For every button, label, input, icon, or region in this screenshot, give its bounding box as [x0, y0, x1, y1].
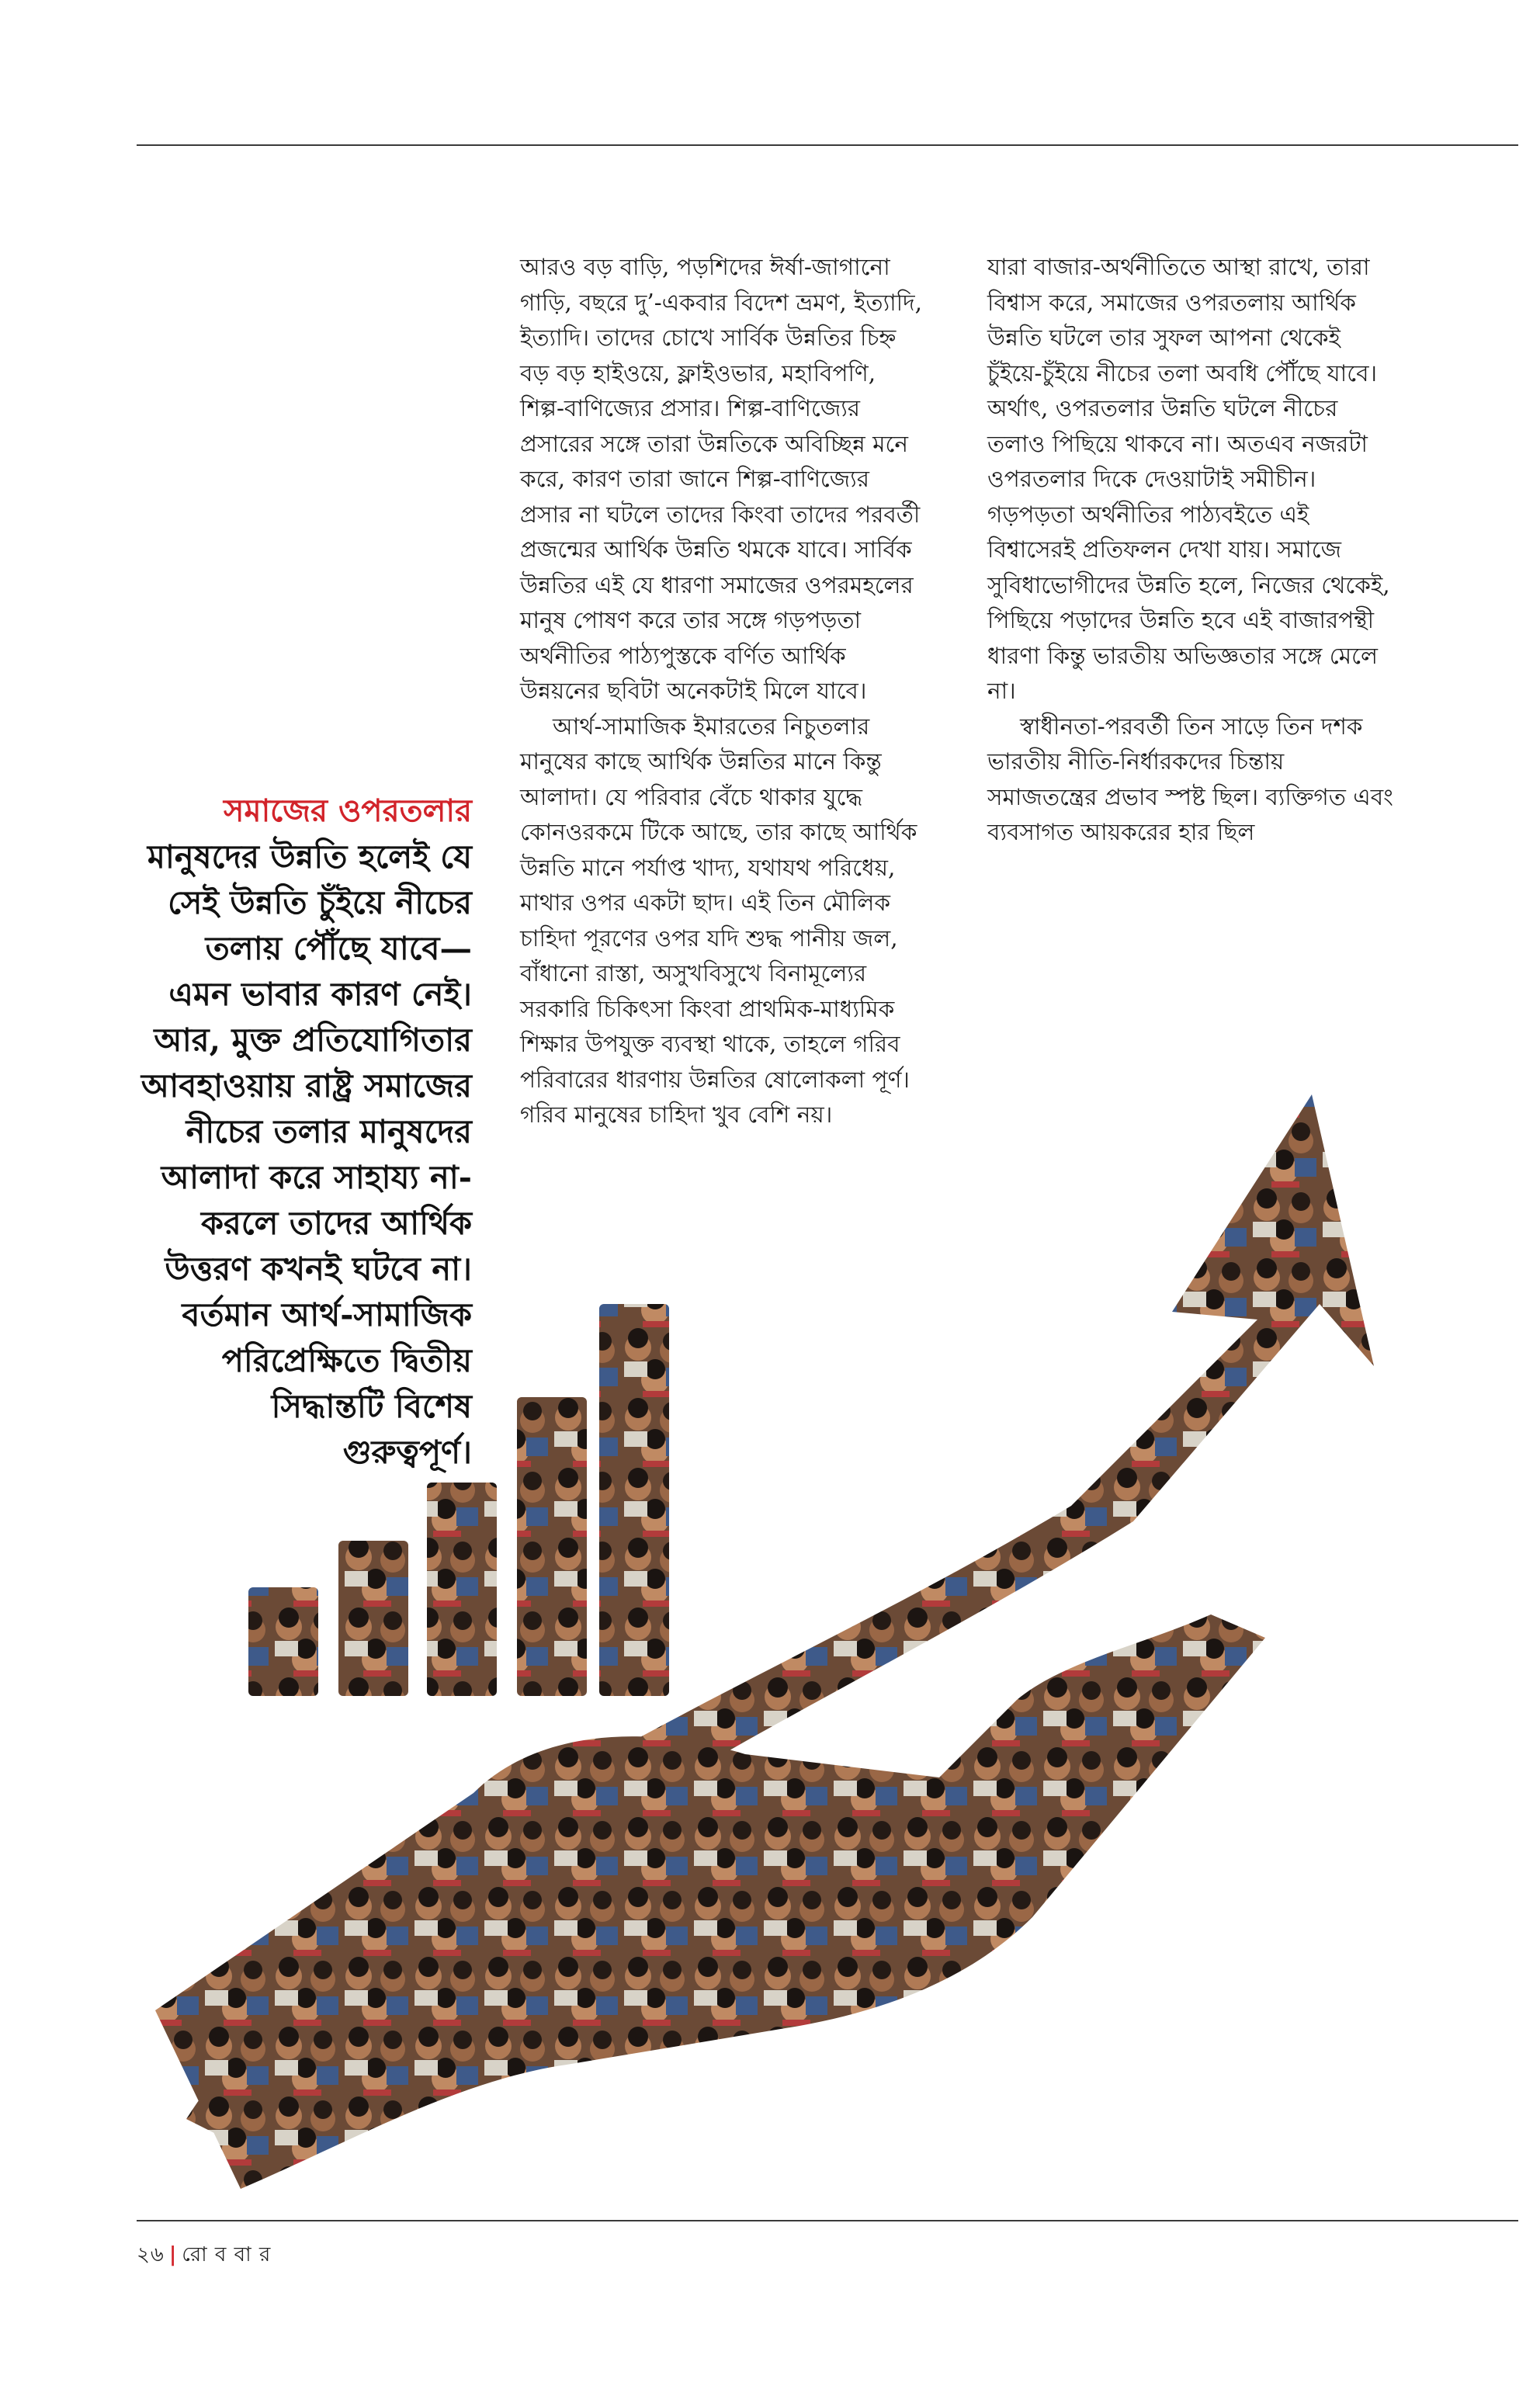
- bottom-rule: [137, 2220, 1518, 2221]
- footer-separator: |: [168, 2243, 178, 2266]
- paragraph: স্বাধীনতা-পরবর্তী তিন সাড়ে তিন দশক ভারতীয় নীতি-নির্ধারকদের চিন্তায় সমাজতন্ত্রের প্রভাব স্পষ্ট ছিল। ব্যক্তিগত এবং ব্যবসাগত আয়করের হার ছিল: [987, 713, 1393, 845]
- paragraph: আর্থ-সামাজিক ইমারতের নিচুতলার মানুষের কাছে আর্থিক উন্নতির মানে কিন্তু আলাদা। যে পরিবার বেঁচে থাকার যুদ্ধে কোনওরকমে টিকে আছে, তার কাছে আর্থিক উন্নতি মানে পর্যাপ্ত খাদ্য, যথাযথ পরিধেয়, মাথার ওপর একটা ছাদ। এই তিন মৌলিক চাহিদা পূরণের ওপর যদি শুদ্ধ পানীয় জল, বাঁধানো রাস্তা, অসুখবিসুখে বিনামূল্যের সরকারি চিকিৎসা কিংবা প্রাথমিক-মাধ্যমিক শিক্ষার উপযুক্ত ব্যবস্থা থাকে, তাহলে গরিব পরিবারের ধারণায় উন্নতির ষোলোকলা পূর্ণ। গরিব মানুষের চাহিদা খুব বেশি নয়।: [520, 713, 917, 1128]
- paragraph: যারা বাজার-অর্থনীতিতে আস্থা রাখে, তারা বিশ্বাস করে, সমাজের ওপরতলায় আর্থিক উন্নতি ঘটলে তার সুফল আপনা থেকেই চুঁইয়ে-চুঁইয়ে নীচের তলা অবধি পৌঁছে যাবে। অর্থাৎ, ওপরতলার উন্নতি ঘটলে নীচের তলাও পিছিয়ে থাকবে না। অতএব নজরটা ওপরতলার দিকে দেওয়াটাই সমীচীন। গড়পড়তা অর্থনীতির পাঠ্যবইতে এই বিশ্বাসেরই প্রতিফলন দেখা যায়। সমাজে সুবিধাভোগীদের উন্নতি হলে, নিজের থেকেই, পিছিয়ে পড়াদের উন্নতি হবে এই বাজারপন্থী ধারণা কিন্তু ভারতীয় অভিজ্ঞতার সঙ্গে মেলে না।: [987, 254, 1390, 704]
- paragraph: আরও বড় বাড়ি, পড়শিদের ঈর্ষা-জাগানো গাড়ি, বছরে দু’-একবার বিদেশ ভ্রমণ, ইত্যাদি, ইত্যাদি। তাদের চোখে সার্বিক উন্নতির চিহ্ন বড় বড় হাইওয়ে, ফ্লাইওভার, মহাবিপণি, শিল্প-বাণিজ্যের প্রসার। শিল্প-বাণিজ্যের প্রসারের সঙ্গে তারা উন্নতিকে অবিচ্ছিন্ন মনে করে, কারণ তারা জানে শিল্প-বাণিজ্যের প্রসার না ঘটলে তাদের কিংবা তাদের পরবর্তী প্রজন্মের আর্থিক উন্নতি থমকে যাবে। সার্বিক উন্নতির এই যে ধারণা সমাজের ওপরমহলের মানুষ পোষণ করে তার সঙ্গে গড়পড়তা অর্থনীতির পাঠ্যপুস্তকে বর্ণিত আর্থিক উন্নয়নের ছবিটা অনেকটাই মিলে যাবে।: [520, 254, 922, 704]
- article-column-2: [987, 250, 1399, 851]
- growth-arrow-crowd-illustration: [132, 838, 1452, 2204]
- magazine-name: রো ব বা র: [182, 2243, 272, 2266]
- top-rule: [137, 144, 1518, 146]
- page-number: ২৬: [137, 2243, 165, 2266]
- pull-quote-kicker: সমাজের ওপরতলার: [223, 792, 472, 829]
- pull-quote-text: মানুষদের উন্নতি হলেই যে সেই উন্নতি চুঁইয়ে নীচের তলায় পৌঁছে যাবে— এমন ভাবার কারণ নেই। আর, মুক্ত প্রতিযোগিতার আবহাওয়ায় রাষ্ট্র সমাজের নীচের তলার মানুষদের আলাদা করে সাহায্য না-করলে তাদের আর্থিক উত্তরণ কখনই ঘটবে না। বর্তমান আর্থ-সামাজিক পরিপ্রেক্ষিতে দ্বিতীয় সিদ্ধান্তটি বিশেষ গুরুত্বপূর্ণ।: [140, 838, 472, 1471]
- page-footer: [137, 2239, 271, 2273]
